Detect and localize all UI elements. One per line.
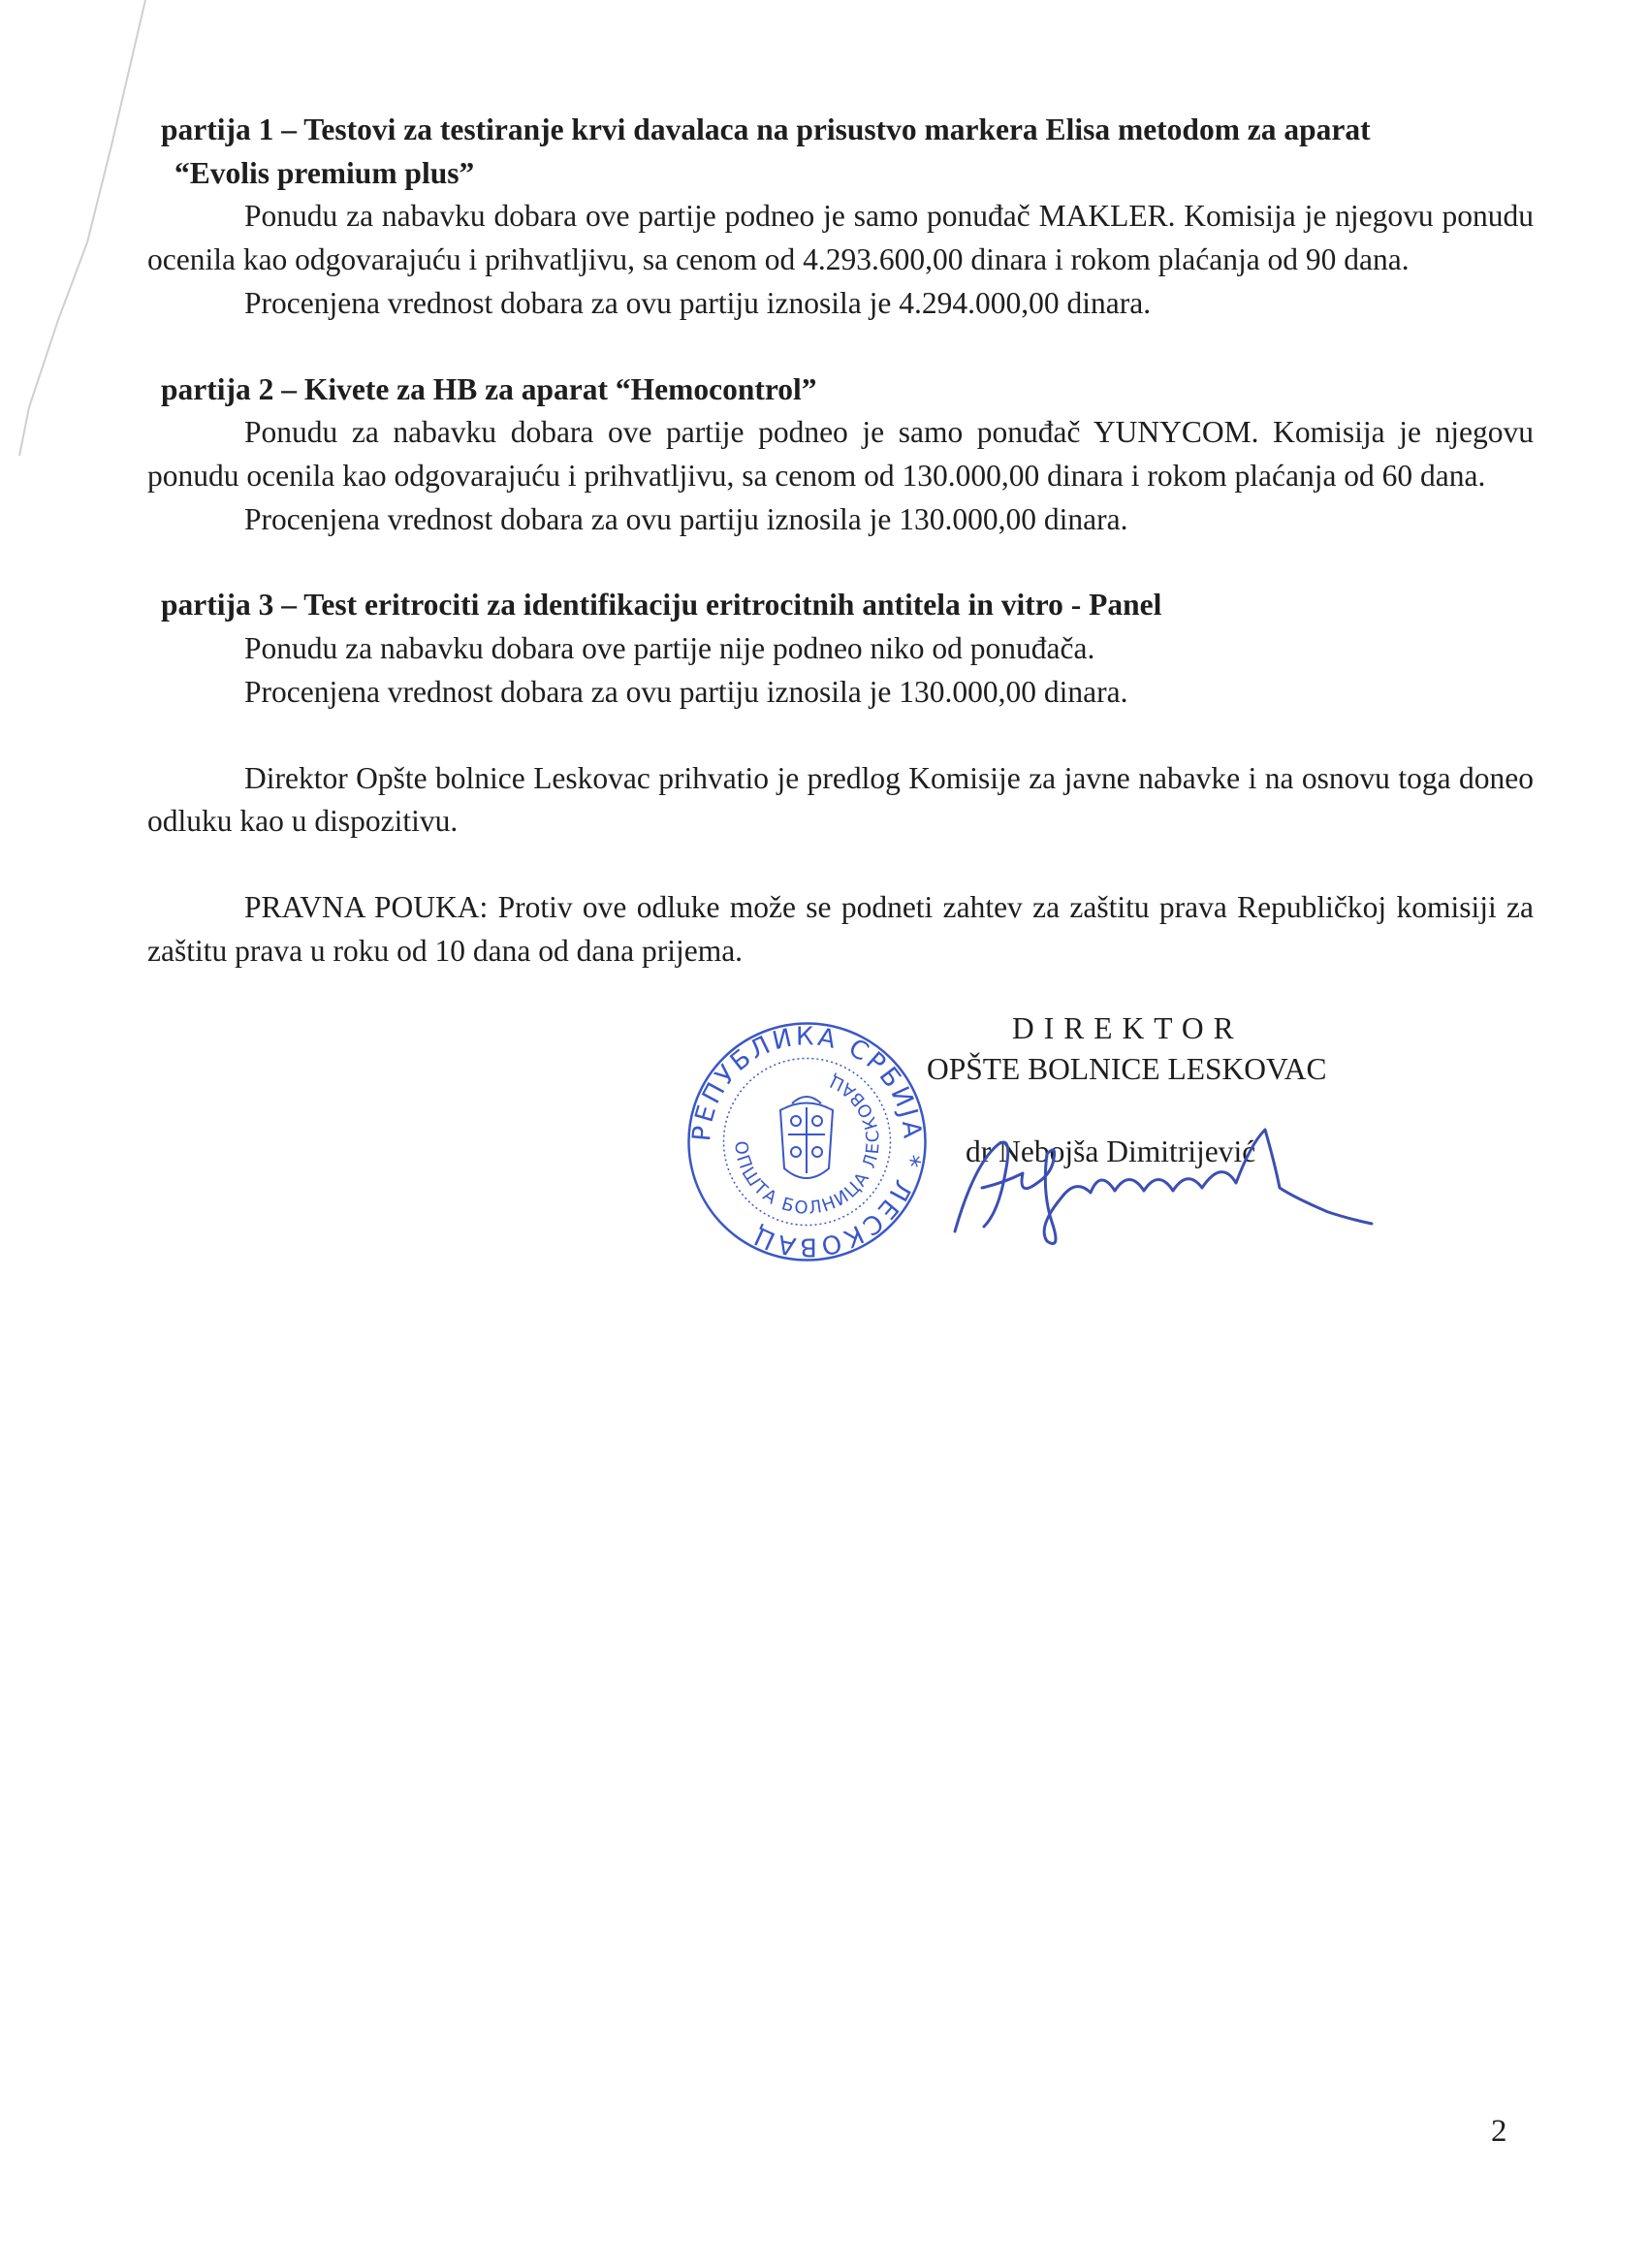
- section-heading: [161, 109, 1534, 195]
- signature-organization: OPŠTE BOLNICE LESKOVAC: [927, 1051, 1327, 1086]
- estimated-value-paragraph: Procenjena vrednost dobara za ovu partiju iznosila je 130.000,00 dinara.: [244, 501, 1128, 536]
- offer-paragraph: Ponudu za nabavku dobara ove partije podneo je samo ponuđač MAKLER. Komisija je njegovu ponudu ocenila kao odgovarajuću i prihvatljivu, sa cenom od 4.293.600,00 dinara i rokom plaćanja od 90 dana.: [147, 199, 1534, 277]
- section-heading-text: partija 1 – Testovi za testiranje krvi davalaca na prisustvo markera Elisa metodom za aparat: [161, 112, 1371, 146]
- section-partija-1: [147, 109, 1534, 326]
- section-partija-2: [147, 368, 1534, 542]
- offer-paragraph: Ponudu za nabavku dobara ove partije nije podneo niko od ponuđača.: [244, 631, 1095, 666]
- section-partija-3: [147, 584, 1534, 714]
- section-heading-continuation: “Evolis premium plus”: [174, 155, 475, 190]
- section-heading: partija 3 – Test eritrociti za identifikaciju eritrocitnih antitela in vitro - Panel: [161, 588, 1162, 623]
- stamp-inner-text: ОПШТА БОЛНИЦА ЛЕСКОВАЦ: [730, 1070, 884, 1219]
- signature-title: DIREKTOR: [1012, 1011, 1244, 1045]
- decision-paragraph: Direktor Opšte bolnice Leskovac prihvatio je predlog Komisije za javne nabavke i na osnovu toga doneo odluku kao u dispozitivu.: [147, 760, 1534, 839]
- offer-paragraph: Ponudu za nabavku dobara ove partije podneo je samo ponuđač YUNYCOM. Komisija je njegovu ponudu ocenila kao odgovarajuću i prihvatljivu, sa cenom od 130.000,00 dinara i rokom plaćanja od 60 dana.: [147, 415, 1534, 494]
- section-heading: partija 2 – Kivete za HB za aparat “Hemocontrol”: [161, 371, 817, 406]
- page-number: 2: [1491, 2114, 1507, 2149]
- document-body: [147, 109, 1534, 974]
- signatory-name: dr Nebojša Dimitrijević: [966, 1134, 1256, 1169]
- handwritten-signature: [945, 1105, 1430, 1261]
- coat-of-arms-icon: [780, 1097, 833, 1178]
- stamp-outer-text: РЕПУБЛИКА СРБИЈА * ЛЕСКОВАЦ: [687, 1022, 927, 1262]
- estimated-value-paragraph: Procenjena vrednost dobara za ovu partiju iznosila je 130.000,00 dinara.: [244, 674, 1128, 709]
- legal-notice-paragraph: PRAVNA POUKA: Protiv ove odluke može se podneti zahtev za zaštitu prava Republičkoj komisiji za zaštitu prava u roku od 10 dana od dana prijema.: [147, 890, 1534, 968]
- official-stamp: [683, 1018, 931, 1265]
- estimated-value-paragraph: Procenjena vrednost dobara za ovu partiju iznosila je 4.294.000,00 dinara.: [244, 285, 1152, 320]
